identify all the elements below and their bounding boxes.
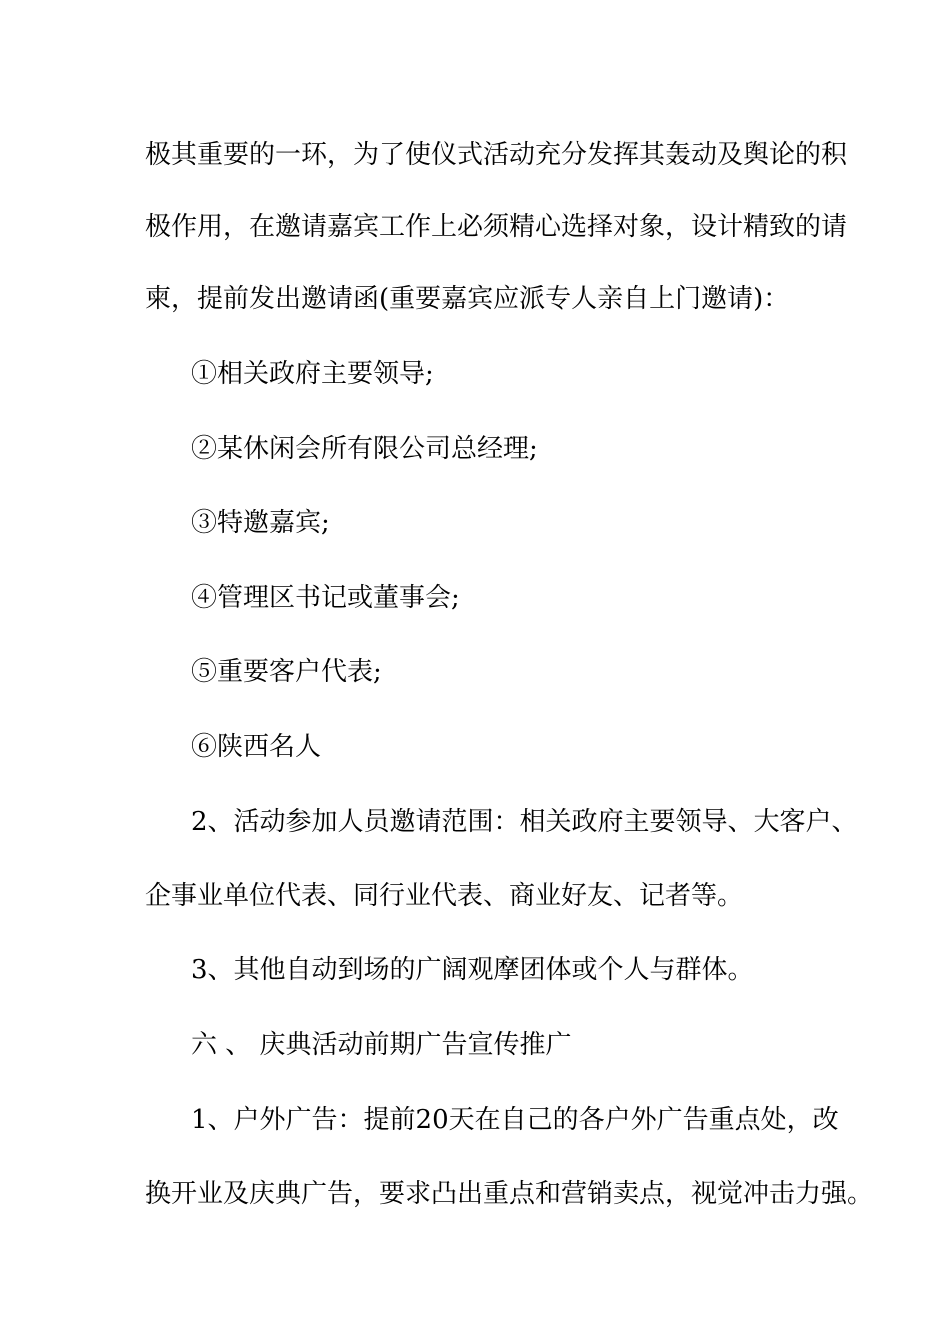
list-item: ⑤重要客户代表; bbox=[191, 657, 382, 687]
paragraph-line: 1、户外广告：提前20天在自己的各户外广告重点处，改 bbox=[191, 1105, 839, 1135]
list-item: ③特邀嘉宾; bbox=[191, 508, 330, 538]
paragraph-line: 换开业及庆典广告，要求凸出重点和营销卖点，视觉冲击力强。 bbox=[145, 1179, 874, 1209]
paragraph-line: 3、其他自动到场的广阔观摩团体或个人与群体。 bbox=[191, 955, 754, 985]
paragraph-line: 极作用，在邀请嘉宾工作上必须精心选择对象，设计精致的请 bbox=[145, 212, 848, 242]
list-item: ⑥陕西名人 bbox=[191, 732, 322, 762]
paragraph-line: 企事业单位代表、同行业代表、商业好友、记者等。 bbox=[145, 881, 744, 911]
paragraph-line: 极其重要的一环，为了使仪式活动充分发挥其轰动及舆论的积 bbox=[145, 140, 848, 170]
list-item: ②某休闲会所有限公司总经理; bbox=[191, 434, 538, 464]
paragraph-line: 2、活动参加人员邀请范围：相关政府主要领导、大客户、 bbox=[191, 807, 858, 837]
list-item: ①相关政府主要领导; bbox=[191, 359, 434, 389]
paragraph-line: 柬，提前发出邀请函(重要嘉宾应派专人亲自上门邀请)： bbox=[145, 284, 790, 314]
section-heading: 六 、 庆典活动前期广告宣传推广 bbox=[191, 1030, 572, 1060]
list-item: ④管理区书记或董事会; bbox=[191, 583, 460, 613]
